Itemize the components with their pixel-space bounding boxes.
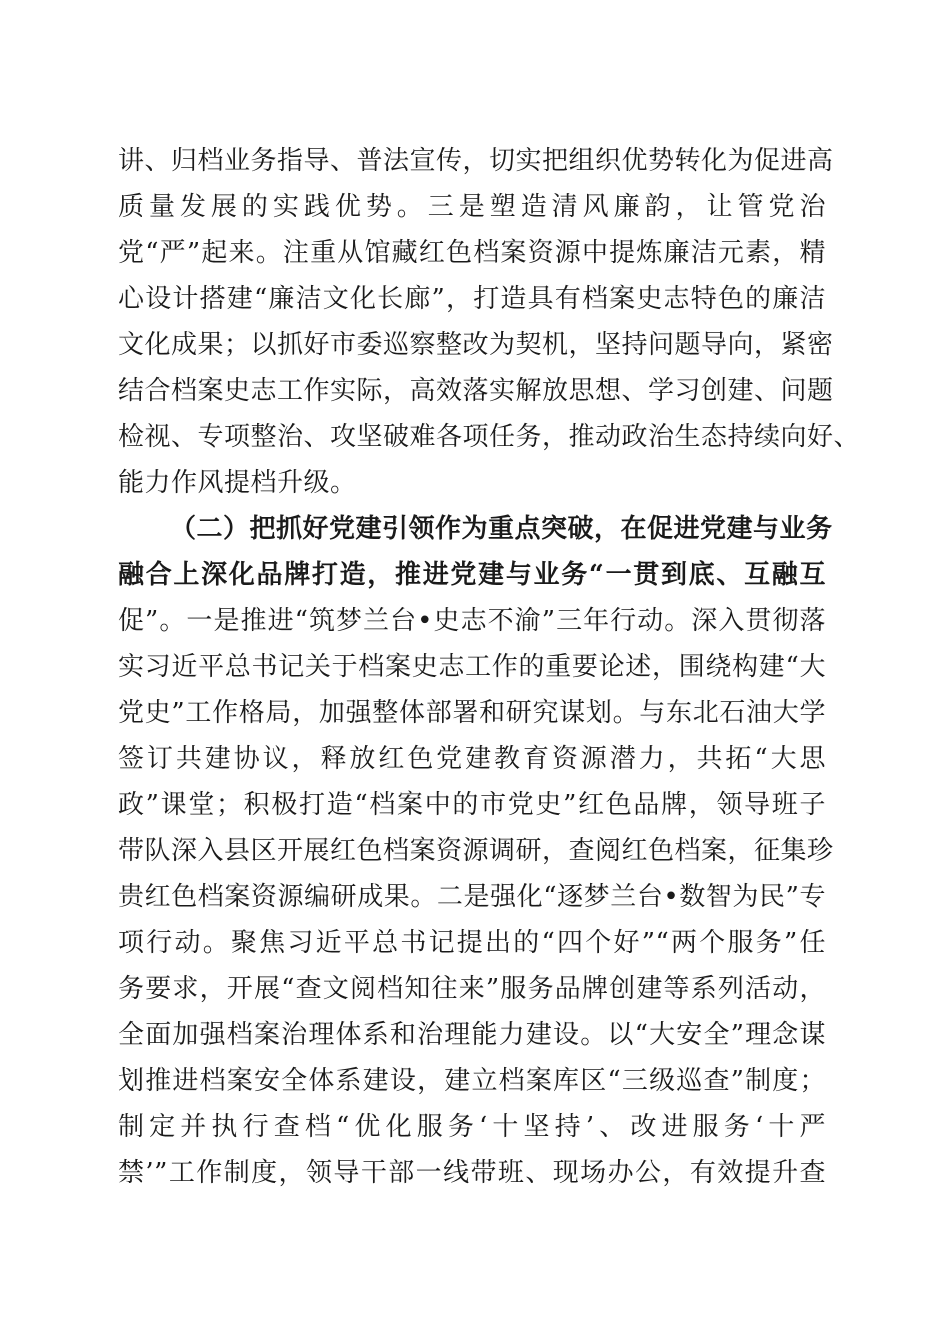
- paragraph-line: 带队深入县区开展红色档案资源调研，查阅红色档案，征集珍: [118, 836, 834, 866]
- paragraph-line: 贵红色档案资源编研成果。二是强化“逐梦兰台•数智为民”专: [118, 882, 826, 912]
- paragraph-line: 能力作风提档升级。: [118, 468, 357, 498]
- paragraph-line: 检视、专项整治、攻坚破难各项任务，推动政治生态持续向好、: [118, 422, 861, 452]
- paragraph-line: 实习近平总书记关于档案史志工作的重要论述，围绕构建“大: [118, 652, 826, 682]
- paragraph-line: 讲、归档业务指导、普法宣传，切实把组织优势转化为促进高: [118, 146, 834, 176]
- paragraph-line: 政”课堂；积极打造“档案中的市党史”红色品牌，领导班子: [118, 790, 826, 820]
- paragraph-line: 禁’”工作制度，领导干部一线带班、现场办公，有效提升查: [118, 1158, 826, 1188]
- paragraph-line: 质量发展的实践优势。三是塑造清风廉韵，让管党治: [118, 192, 826, 222]
- paragraph-line: 全面加强档案治理体系和治理能力建设。以“大安全”理念谋: [118, 1020, 826, 1050]
- paragraph-line: 党史”工作格局，加强整体部署和研究谋划。与东北石油大学: [118, 698, 826, 728]
- paragraph-line: 促”。一是推进“筑梦兰台•史志不渝”三年行动。深入贯彻落: [118, 606, 826, 636]
- section-heading-line: 融合上深化品牌打造，推进党建与业务“一贯到底、互融互: [118, 560, 826, 590]
- paragraph-line: 项行动。聚焦习近平总书记提出的“四个好”“两个服务”任: [118, 928, 826, 958]
- paragraph-line: 党“严”起来。注重从馆藏红色档案资源中提炼廉洁元素，精: [118, 238, 826, 268]
- section-heading-line: （二）把抓好党建引领作为重点突破，在促进党建与业务: [170, 514, 833, 544]
- paragraph-line: 结合档案史志工作实际，高效落实解放思想、学习创建、问题: [118, 376, 834, 406]
- paragraph-line: 划推进档案安全体系建设，建立档案库区“三级巡查”制度；: [118, 1066, 826, 1096]
- paragraph-line: 签订共建协议，释放红色党建教育资源潜力，共拓“大思: [118, 744, 826, 774]
- paragraph-line: 务要求，开展“查文阅档知往来”服务品牌创建等系列活动，: [118, 974, 826, 1004]
- paragraph-line: 文化成果；以抓好市委巡察整改为契机，坚持问题导向，紧密: [118, 330, 834, 360]
- paragraph-line: 心设计搭建“廉洁文化长廊”，打造具有档案史志特色的廉洁: [118, 284, 826, 314]
- paragraph-line: 制定并执行查档“优化服务‘十坚持’、改进服务‘十严: [118, 1112, 826, 1142]
